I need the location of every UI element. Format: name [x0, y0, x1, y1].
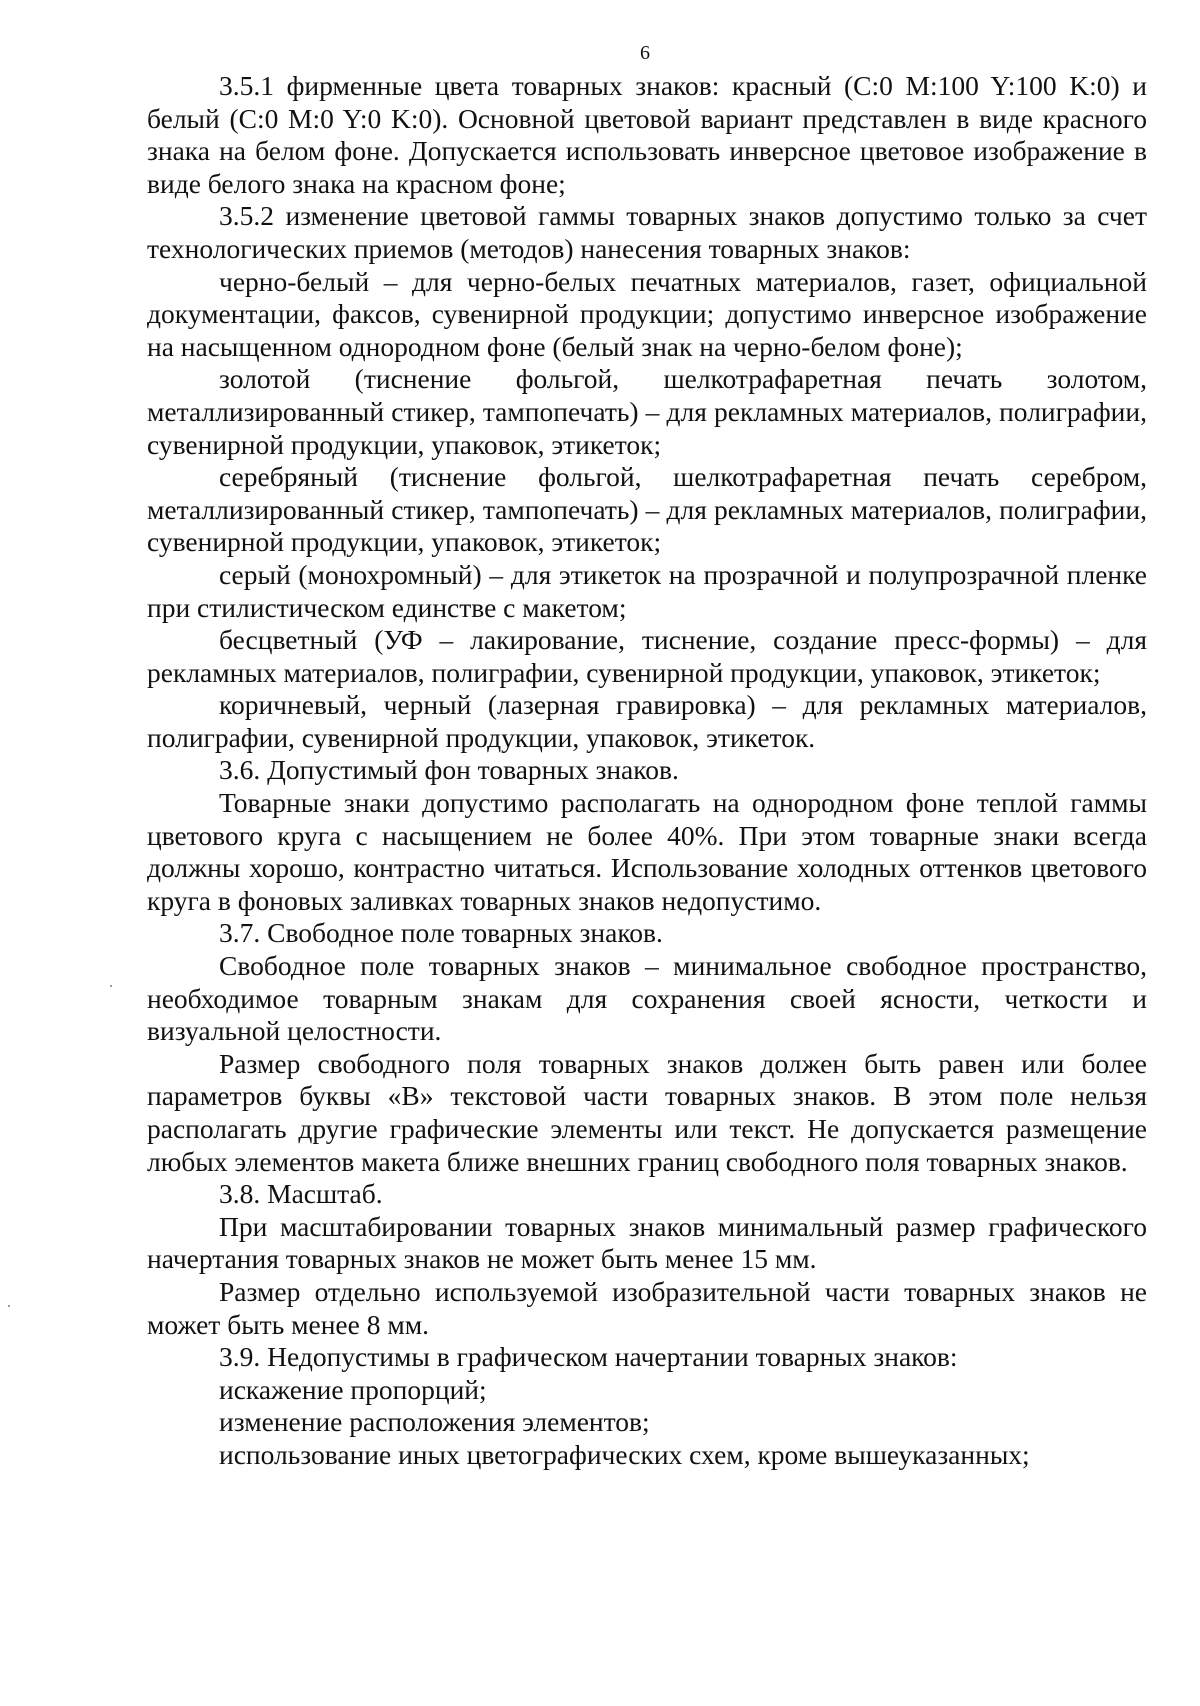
paragraph-3-5-2-color-change: 3.5.2 изменение цветовой гаммы товарных знаков допустимо только за счет технологических приемов (методов) нанесения товарных знаков:	[147, 200, 1147, 264]
scan-artifact-dot	[110, 985, 112, 987]
scan-artifact-dot	[8, 1305, 10, 1307]
section-heading-3-8: 3.8. Масштаб.	[219, 1178, 383, 1210]
paragraph-black-white: черно-белый – для черно-белых печатных материалов, газет, официальной документации, факсов, сувенирной продукции; допустимо инверсное изображение на насыщенном однородном фоне (белый знак на черно-белом фоне);	[147, 265, 1147, 362]
list-item: использование иных цветографических схем, кроме вышеуказанных;	[219, 1438, 1030, 1470]
paragraph-silver: серебряный (тиснение фольгой, шелкотрафаретная печать серебром, металлизированный стикер, тампопечать) – для рекламных материалов, полиграфии, сувенирной продукции, упаковок, этикеток;	[147, 461, 1147, 558]
list-item: искажение пропорций;	[219, 1373, 487, 1405]
paragraph-free-field-size: Размер свободного поля товарных знаков должен быть равен или более параметров буквы «В» текстовой части товарных знаков. В этом поле нельзя располагать другие графические элементы или текст. Не допускается размещение любых элементов макета ближе внешних границ свободного поля товарных знаков.	[147, 1047, 1147, 1177]
document-page	[147, 40, 1147, 1472]
paragraph-brown-black: коричневый, черный (лазерная гравировка) – для рекламных материалов, полиграфии, сувенирной продукции, упаковок, этикеток.	[147, 689, 1147, 753]
paragraph-min-size: При масштабировании товарных знаков минимальный размер графического начертания товарных знаков не может быть менее 15 мм.	[147, 1210, 1147, 1275]
paragraph-colorless: бесцветный (УФ – лакирование, тиснение, создание пресс-формы) – для рекламных материалов, полиграфии, сувенирной продукции, упаковок, этикеток;	[147, 624, 1147, 688]
paragraph-min-size-pictorial: Размер отдельно используемой изобразительной части товарных знаков не может быть менее 8 мм.	[147, 1275, 1147, 1340]
paragraph-gold: золотой (тиснение фольгой, шелкотрафаретная печать золотом, металлизированный стикер, тампопечать) – для рекламных материалов, полиграфии, сувенирной продукции, упаковок, этикеток;	[147, 363, 1147, 460]
section-heading-3-7: 3.7. Свободное поле товарных знаков.	[219, 917, 663, 949]
page-number: 6	[640, 42, 650, 64]
paragraph-3-5-1-brand-colors: 3.5.1 фирменные цвета товарных знаков: красный (C:0 M:100 Y:100 K:0) и белый (C:0 M:0 Y:0 K:0). Основной цветовой вариант представлен в виде красного знака на белом фоне. Допускается использовать инверсное цветовое изображение в виде белого знака на красном фоне;	[147, 70, 1147, 199]
section-heading-3-6: 3.6. Допустимый фон товарных знаков.	[219, 754, 679, 786]
paragraph-gray: серый (монохромный) – для этикеток на прозрачной и полупрозрачной пленке при стилистическом единстве с макетом;	[147, 558, 1147, 623]
section-heading-3-9: 3.9. Недопустимы в графическом начертании товарных знаков:	[219, 1341, 958, 1373]
list-item: изменение расположения элементов;	[219, 1406, 650, 1438]
paragraph-free-field-definition: Свободное поле товарных знаков – минимальное свободное пространство, необходимое товарным знакам для сохранения своей ясности, четкости и визуальной целостности.	[147, 950, 1147, 1047]
paragraph-allowed-background: Товарные знаки допустимо располагать на однородном фоне теплой гаммы цветового круга с насыщением не более 40%. При этом товарные знаки всегда должны хорошо, контрастно читаться. Использование холодных оттенков цветового круга в фоновых заливках товарных знаков недопустимо.	[147, 787, 1147, 916]
